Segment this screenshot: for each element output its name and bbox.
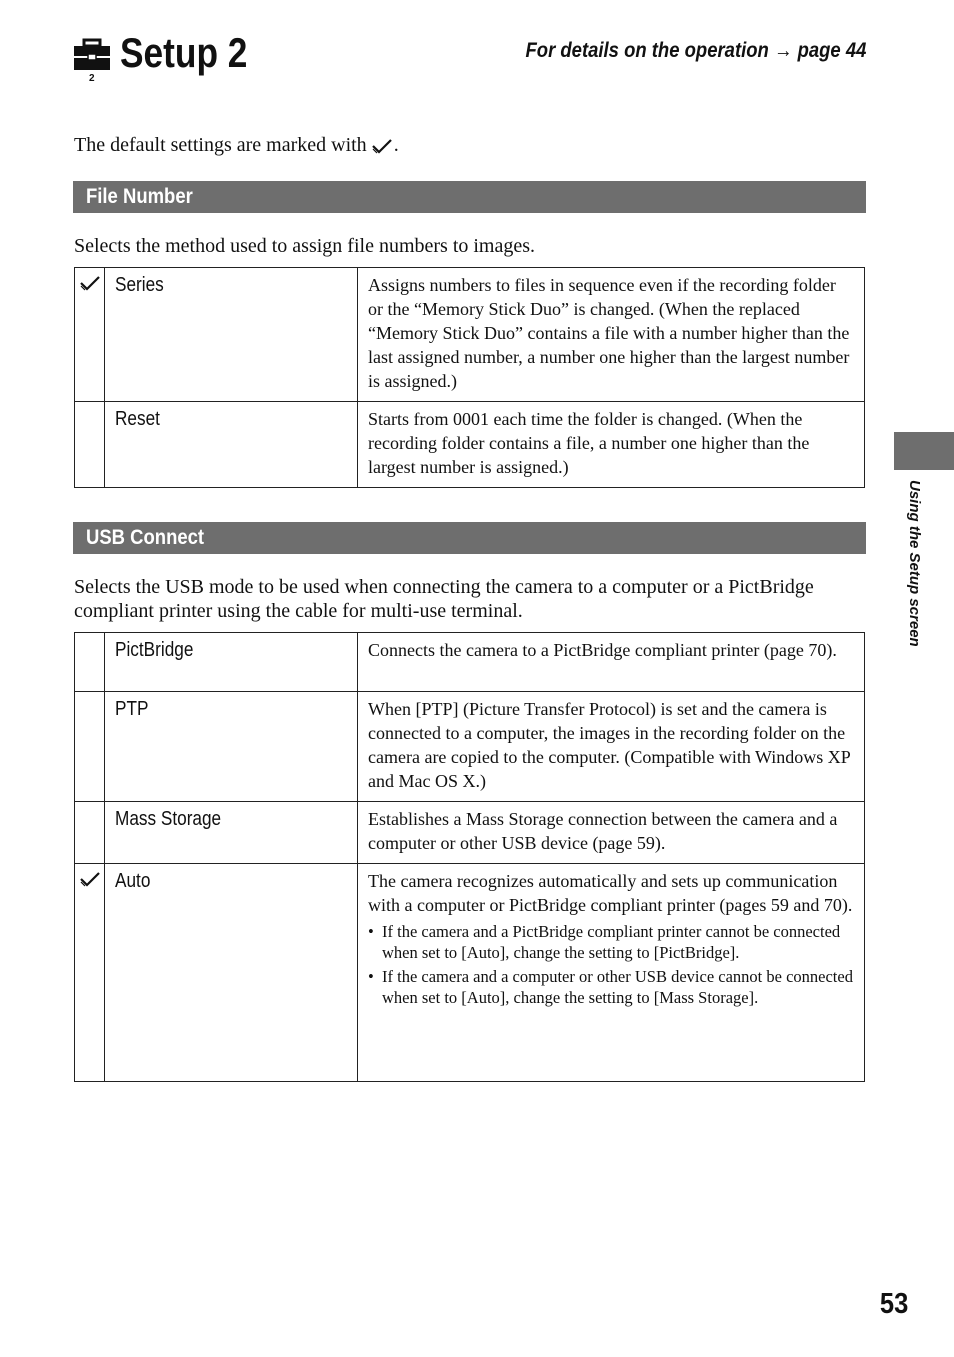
default-mark-cell xyxy=(75,692,105,802)
default-mark-cell xyxy=(75,802,105,864)
table-row xyxy=(75,633,865,692)
checkmark-icon xyxy=(371,137,393,155)
default-mark-cell xyxy=(75,864,105,1082)
option-name: Auto xyxy=(105,864,358,1082)
table-row xyxy=(75,692,865,802)
checkmark-icon xyxy=(79,870,101,888)
section-intro: Selects the method used to assign file numbers to images. xyxy=(74,235,536,257)
file-number-options-table xyxy=(74,267,865,488)
default-mark-cell xyxy=(75,633,105,692)
option-description: Starts from 0001 each time the folder is changed. (When the recording folder contains a file, a number one higher than the largest number is assigned.) xyxy=(358,402,865,488)
default-mark-cell xyxy=(75,402,105,488)
note-item: • If the camera and a PictBridge compliant printer cannot be connected when set to [Auto], change the setting to [PictBridge]. xyxy=(368,921,854,963)
section-header-file-number xyxy=(73,181,866,213)
section-intro: Selects the USB mode to be used when connecting the camera to a computer or a PictBridge compliant printer using the cable for multi-use terminal. xyxy=(74,576,814,622)
option-description-text: The camera recognizes automatically and sets up communication with a computer or PictBridge compliant printer (pages 59 and 70). xyxy=(368,871,853,915)
checkmark-icon xyxy=(79,274,101,292)
section-title: File Number xyxy=(86,185,193,208)
table-row xyxy=(75,402,865,488)
option-description: Establishes a Mass Storage connection between the camera and a computer or other USB device (page 59). xyxy=(358,802,865,864)
table-row xyxy=(75,268,865,402)
note-list xyxy=(368,921,854,1008)
option-name: PTP xyxy=(105,692,358,802)
option-name: Mass Storage xyxy=(105,802,358,864)
option-name: Series xyxy=(105,268,358,402)
setup-icon-number: 2 xyxy=(89,73,95,84)
option-description xyxy=(358,864,865,1082)
default-note-suffix: . xyxy=(393,134,399,156)
note-item: • If the camera and a computer or other USB device cannot be connected when set to [Auto], change the setting to [Mass Storage]. xyxy=(368,966,854,1008)
option-description: When [PTP] (Picture Transfer Protocol) is set and the camera is connected to a computer, the images in the recording folder on the camera are copied to the computer. (Compatible with Windows XP and Mac OS X.) xyxy=(358,692,865,802)
page-title: Setup 2 xyxy=(120,29,248,76)
setup-toolbox-icon xyxy=(74,38,110,84)
option-name: PictBridge xyxy=(105,633,358,692)
side-tab-marker xyxy=(894,432,954,470)
option-description: Assigns numbers to files in sequence even if the recording folder or the “Memory Stick Duo” is changed. (When the replaced “Memory Stick Duo” contains a file with a number higher than the last assigned number, a number one higher than the largest number is assigned.) xyxy=(358,268,865,402)
table-row xyxy=(75,864,865,1082)
default-note-text: The default settings are marked with xyxy=(74,134,367,156)
details-reference: For details on the operation → page 44 xyxy=(525,39,866,62)
section-header-usb-connect xyxy=(73,522,866,554)
section-title: USB Connect xyxy=(86,526,205,549)
default-settings-note xyxy=(74,132,399,158)
default-mark-cell xyxy=(75,268,105,402)
table-row xyxy=(75,802,865,864)
usb-connect-options-table xyxy=(74,632,865,1082)
option-description: Connects the camera to a PictBridge compliant printer (page 70). xyxy=(358,633,865,692)
side-section-label: Using the Setup screen xyxy=(906,480,923,647)
option-name: Reset xyxy=(105,402,358,488)
page-number: 53 xyxy=(879,1288,908,1320)
